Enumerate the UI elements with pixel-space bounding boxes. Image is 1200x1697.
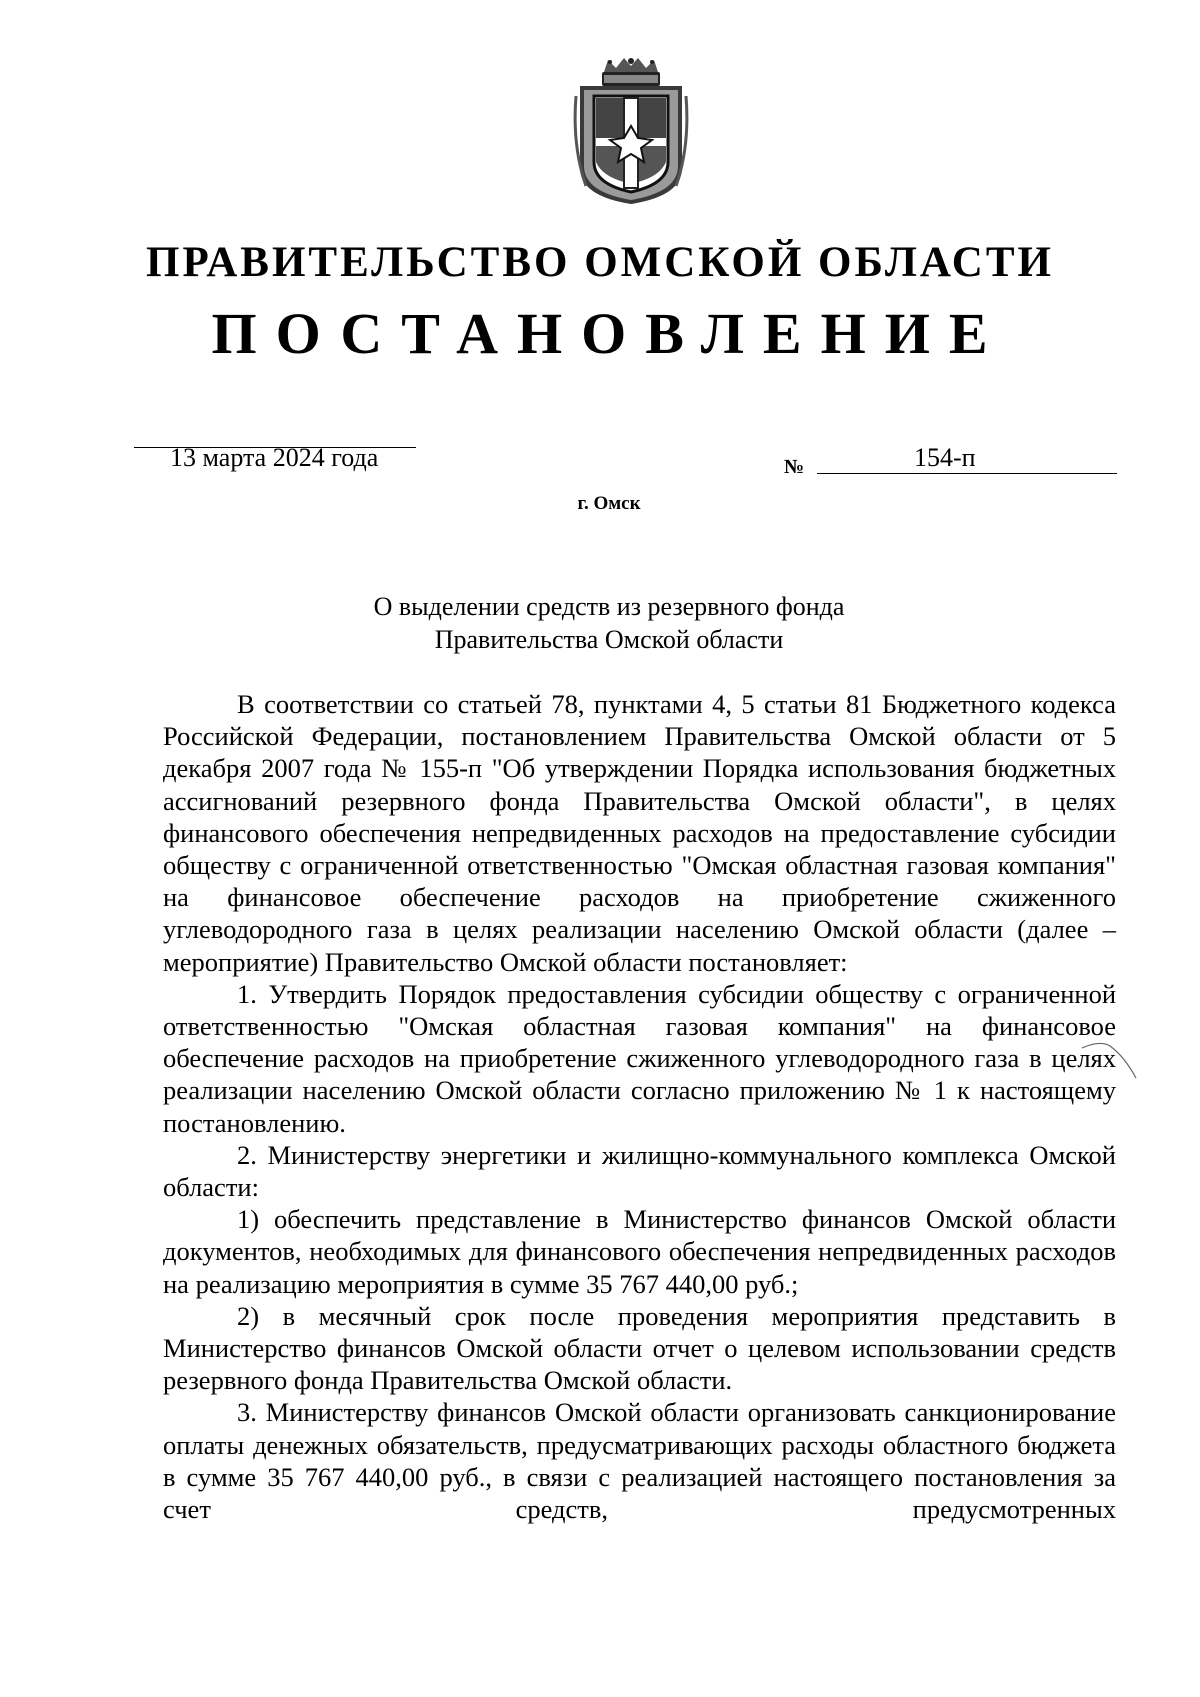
document-type-title: ПОСТАНОВЛЕНИЕ <box>211 301 1007 366</box>
document-body <box>163 688 1116 1525</box>
document-number: 154-п <box>914 443 976 472</box>
subject-line-1: О выделении средств из резервного фонда <box>373 592 845 621</box>
number-underline <box>817 473 1117 474</box>
subject-line-2: Правительства Омской области <box>434 625 784 654</box>
preamble-paragraph: В соответствии со статьей 78, пунктами 4, 5 статьи 81 Бюджетного кодекса Российской Федерации, постановлением Правительства Омской области от 5 декабря 2007 года № 155-п "Об утверждении Порядка использования бюджетных ассигнований резервного фонда Правительства Омской области", в целях финансового обеспечения непредвиденных расходов на предоставление субсидии обществу с ограниченной ответственностью "Омская областная газовая компания" на финансовое обеспечение расходов на приобретение сжиженного углеводородного газа в целях реализации населению Омской области (далее – мероприятие) Правительство Омской области постановляет: <box>163 689 1116 977</box>
item-1-paragraph: 1. Утвердить Порядок предоставления субсидии обществу с ограниченной ответственностью "Омская областная газовая компания" на финансовое обеспечение расходов на приобретение сжиженного углеводородного газа в целях реализации населению Омской области согласно приложению № 1 к настоящему постановлению. <box>163 978 1116 1138</box>
document-date: 13 марта 2024 года <box>170 443 379 472</box>
number-sign: № <box>784 456 805 478</box>
document-subject <box>0 590 1200 656</box>
item-2-1-paragraph: 1) обеспечить представление в Министерство финансов Омской области документов, необходимых для финансового обеспечения непредвиденных расходов на реализацию мероприятия в сумме 35 767 440,00 руб.; <box>163 1204 1116 1299</box>
pen-mark-icon <box>1080 1030 1140 1080</box>
item-2-2-paragraph: 2) в месячный срок после проведения мероприятия представить в Министерство финансов Омской области отчет о целевом использовании средств резервного фонда Правительства Омской области. <box>163 1300 1116 1396</box>
item-2-paragraph: 2. Министерству энергетики и жилищно-коммунального комплекса Омской области: <box>163 1139 1116 1203</box>
item-3-paragraph: 3. Министерству финансов Омской области организовать санкционирование оплаты денежных обязательств, предусматривающих расходы областного бюджета в сумме 35 767 440,00 руб., в связи с реализацией настоящего постановления за счет средств, предусмотренных <box>163 1397 1116 1525</box>
coat-of-arms-icon <box>572 56 690 206</box>
organization-title: ПРАВИТЕЛЬСТВО ОМСКОЙ ОБЛАСТИ <box>146 239 1054 286</box>
city-label: г. Омск <box>577 493 641 514</box>
